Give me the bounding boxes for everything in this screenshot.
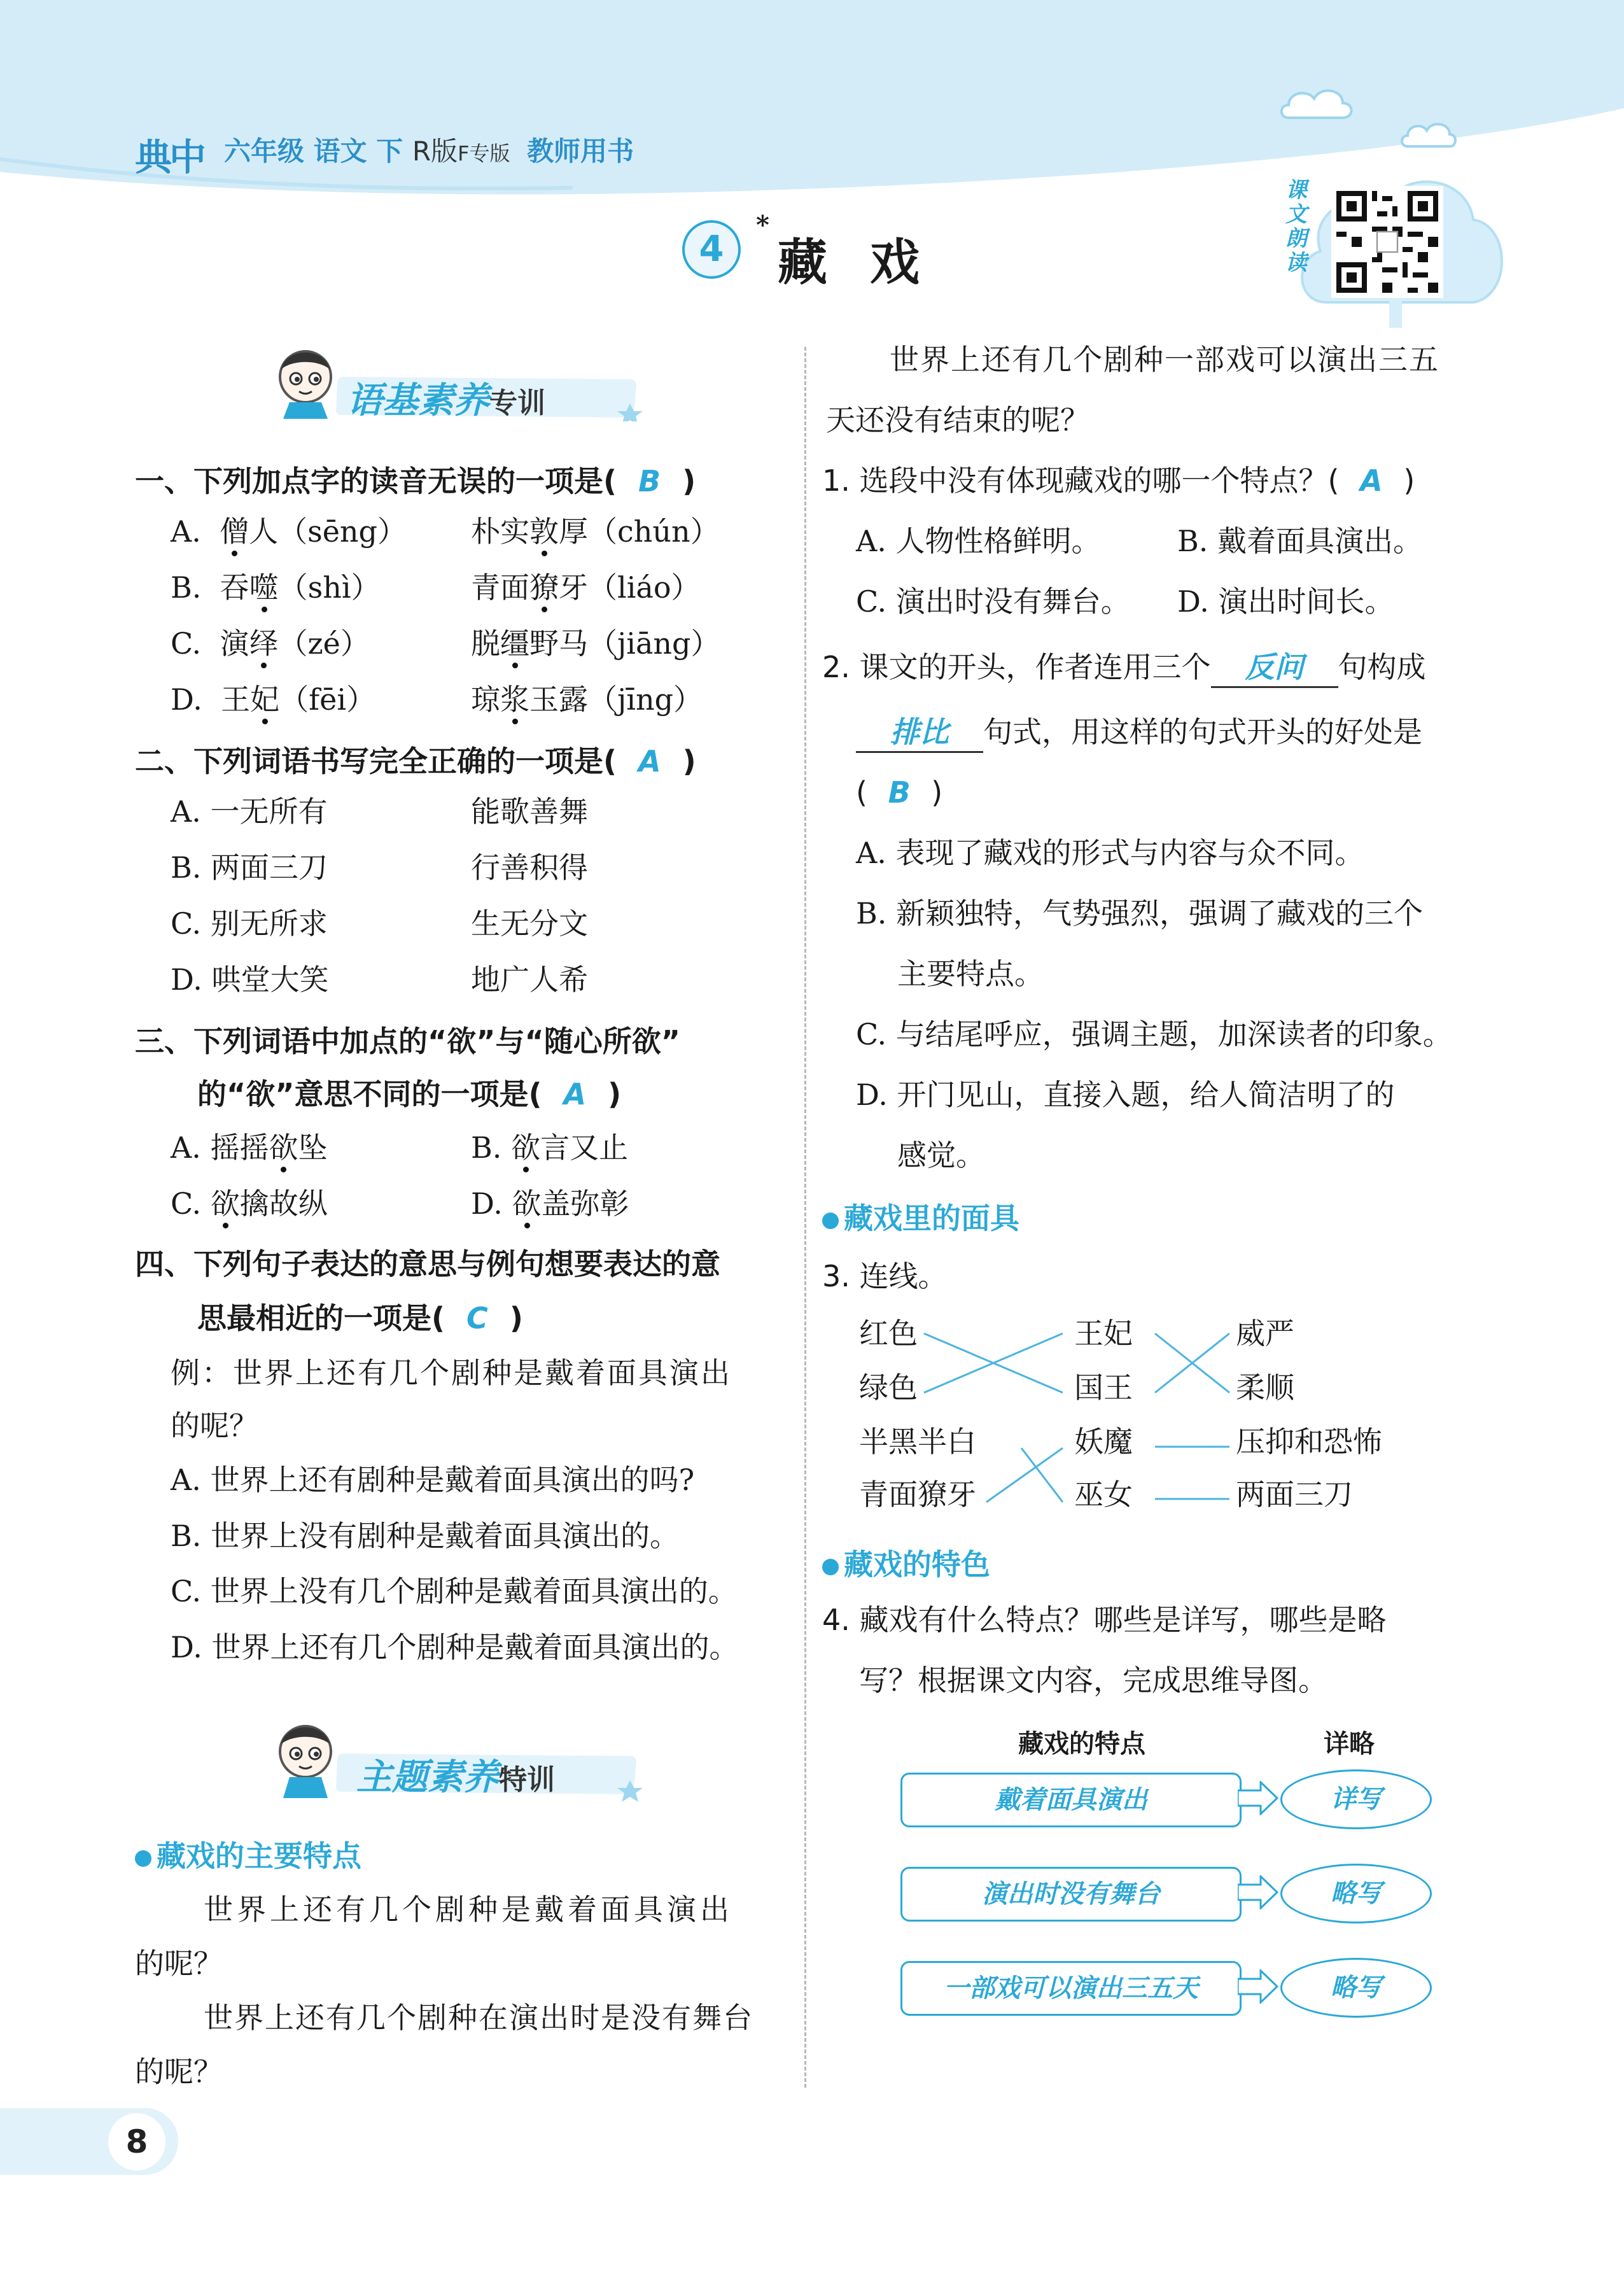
r1-answer: A [1360,463,1383,498]
mindmap-feature-box: 一部戏可以演出三五天 [900,1961,1242,2016]
r3-stem: 3. 连线。 [822,1259,948,1293]
r3-col2-item: 王妃 [1074,1316,1133,1351]
r4-stem-line1: 4. 藏戏有什么特点？哪些是详写，哪些是略 [822,1603,1387,1637]
r2-answer: B [888,775,911,810]
q4-option-b: B. 世界上没有剧种是戴着面具演出的。 [171,1519,680,1553]
mindmap-feature-box: 戴着面具演出 [900,1773,1242,1827]
q2-stem: 二、下列词语书写完全正确的一项是( A ) [135,744,696,778]
r3-col3-item: 压抑和恐怖 [1236,1424,1382,1459]
r2-option-a: A. 表现了藏戏的形式与内容与众不同。 [856,836,1364,870]
passage-right-line2: 天还没有结束的呢？ [826,403,1089,437]
q2-option-a2: 能歌善舞 [471,794,588,829]
bullet-icon [822,1559,839,1575]
q2-option-b2: 行善积得 [471,850,588,885]
r3-col1-item: 青面獠牙 [859,1477,976,1512]
arrow-right-icon [1238,1969,1278,2004]
r2-option-b2: 主要特点。 [897,957,1044,991]
q4-stem-line2: 思最相近的一项是( C ) [197,1301,523,1335]
lesson-star: * [756,210,769,240]
q4-option-d: D. 世界上还有几个剧种是戴着面具演出的。 [171,1630,739,1664]
r3-col3-item: 威严 [1236,1316,1294,1351]
q2-option-d: D. 哄堂大笑 [171,962,329,997]
q4-example-line1: 例：世界上还有几个剧种是戴着面具演出 [171,1356,732,1390]
header-usage: 教师用书 [527,136,634,167]
q4-answer: C [466,1301,488,1335]
r1-option-b: B. 戴着面具演出。 [1177,524,1423,558]
mindmap-detail-oval: 略写 [1280,1864,1432,1923]
bullet-icon [135,1850,151,1867]
r2-answer-line: ( B ) [856,775,943,810]
q2-option-c: C. 别无所求 [171,906,328,941]
r2-option-b1: B. 新颖独特，气势强烈，强调了藏戏的三个 [856,896,1424,931]
q2-option-d2: 地广人希 [471,962,588,997]
mindmap-detail-oval: 略写 [1280,1958,1432,2018]
q1-option-b2: 青面獠牙（liáo） [471,570,701,605]
q3-option-d: D. 欲盖弥彰 [471,1186,629,1221]
passage-left-line1: 世界上还有几个剧种是戴着面具演出 [204,1892,733,1927]
r2-stem-line2: 排比 句式，用这样的句式开头的好处是 [856,713,1422,753]
passage-left-line4: 的呢？ [135,2055,223,2089]
q1-answer: B [638,464,661,498]
r3-col1-item: 红色 [859,1316,918,1351]
passage-right-line1: 世界上还有几个剧种一部戏可以演出三五 [890,342,1439,377]
q1-option-a: A. 僧人（sēng） [171,514,407,549]
arrow-right-icon [1238,1875,1278,1909]
r3-col2-item: 妖魔 [1074,1424,1133,1459]
r3-col3-item: 柔顺 [1236,1370,1294,1405]
header-edition: R版 [412,136,458,167]
section1-title: 语基素养专训 [347,380,545,421]
header-special: F专版 [458,141,510,165]
q1-option-a2: 朴实敦厚（chún） [471,514,720,549]
q2-option-c2: 生无分文 [471,906,588,941]
q3-option-c: C. 欲擒故纵 [171,1186,328,1221]
qr-label: 课文朗读 [1285,178,1307,276]
q3-stem-line1: 三、下列词语中加点的“欲”与“随心所欲” [135,1024,680,1058]
q3-option-b: B. 欲言又止 [471,1130,629,1165]
arrow-right-icon [1238,1781,1278,1815]
passage-left-line3: 世界上还有几个剧种在演出时是没有舞台 [204,2000,753,2035]
mindmap-header-right: 详略 [1324,1729,1375,1759]
r3-col1-item: 绿色 [859,1370,918,1405]
q3-stem-line2: 的“欲”意思不同的一项是( A ) [197,1077,622,1111]
r1-option-d: D. 演出时间长。 [1177,584,1394,619]
q4-example-line2: 的呢？ [171,1409,258,1443]
page-number-circle: 8 [108,2113,165,2170]
r3-col2-item: 巫女 [1074,1477,1133,1512]
subheading-masks: 藏戏里的面具 [822,1195,1019,1237]
mindmap-header-left: 藏戏的特点 [1018,1729,1145,1759]
r2-blank1[interactable]: 反问 [1211,648,1338,688]
q2-answer: A [638,744,661,778]
cloud-icon [1279,83,1355,127]
bullet-icon [822,1213,839,1229]
r1-option-a: A. 人物性格鲜明。 [856,524,1101,558]
cloud-icon [1400,118,1457,153]
subheading-features: 藏戏的特色 [822,1542,990,1584]
header-grade: 六年级 语文 下 [224,136,403,167]
r3-col2-item: 国王 [1074,1370,1133,1405]
mindmap-detail-oval: 详写 [1280,1769,1432,1829]
q2-option-a: A. 一无所有 [171,794,328,829]
brand-logo: 典中 [135,136,204,179]
r3-col1-item: 半黑半白 [859,1424,976,1459]
q1-option-c2: 脱缰野马（jiāng） [471,626,720,661]
lesson-number-badge: 4 [682,220,741,279]
r2-option-c: C. 与结尾呼应，强调主题，加深读者的印象。 [856,1017,1452,1051]
r2-stem-line1: 2. 课文的开头，作者连用三个 反问 句构成 [822,648,1426,688]
q1-option-b: B. 吞噬（shì） [171,570,381,605]
q4-stem-line1: 四、下列句子表达的意思与例句想要表达的意 [135,1247,720,1281]
q2-option-b: B. 两面三刀 [171,850,328,885]
r1-stem: 1. 选段中没有体现藏戏的哪一个特点？( A ) [822,463,1415,498]
r3-col3-item: 两面三刀 [1236,1477,1353,1512]
r2-option-d1: D. 开门见山，直接入题，给人简洁明了的 [856,1078,1395,1112]
q1-option-d: D. 王妃（fēi） [171,682,376,717]
q1-option-c: C. 演绎（zé） [171,626,370,661]
section2-title: 主题素养特训 [356,1757,555,1798]
q1-stem: 一、下列加点字的读音无误的一项是( B ) [135,464,696,498]
r2-option-d2: 感觉。 [897,1138,985,1172]
q4-option-a: A. 世界上还有剧种是戴着面具演出的吗? [171,1463,695,1497]
qr-code[interactable] [1331,186,1443,298]
subheading-main-features: 藏戏的主要特点 [135,1833,361,1875]
column-divider [804,347,806,2088]
r4-stem-line2: 写？根据课文内容，完成思维导图。 [859,1663,1327,1698]
r3-matching-lines [916,1324,1247,1515]
header-title [224,130,634,169]
r2-blank2[interactable]: 排比 [856,713,983,753]
r1-option-c: C. 演出时没有舞台。 [856,584,1130,619]
lesson-title: 藏 戏 [778,234,933,292]
mindmap-feature-box: 演出时没有舞台 [900,1867,1242,1922]
q3-option-a: A. 摇摇欲坠 [171,1130,328,1165]
q1-option-d2: 琼浆玉露（jīng） [471,682,703,717]
q4-option-c: C. 世界上没有几个剧种是戴着面具演出的。 [171,1574,738,1608]
passage-left-line2: 的呢？ [135,1946,223,1981]
q3-answer: A [563,1077,587,1111]
